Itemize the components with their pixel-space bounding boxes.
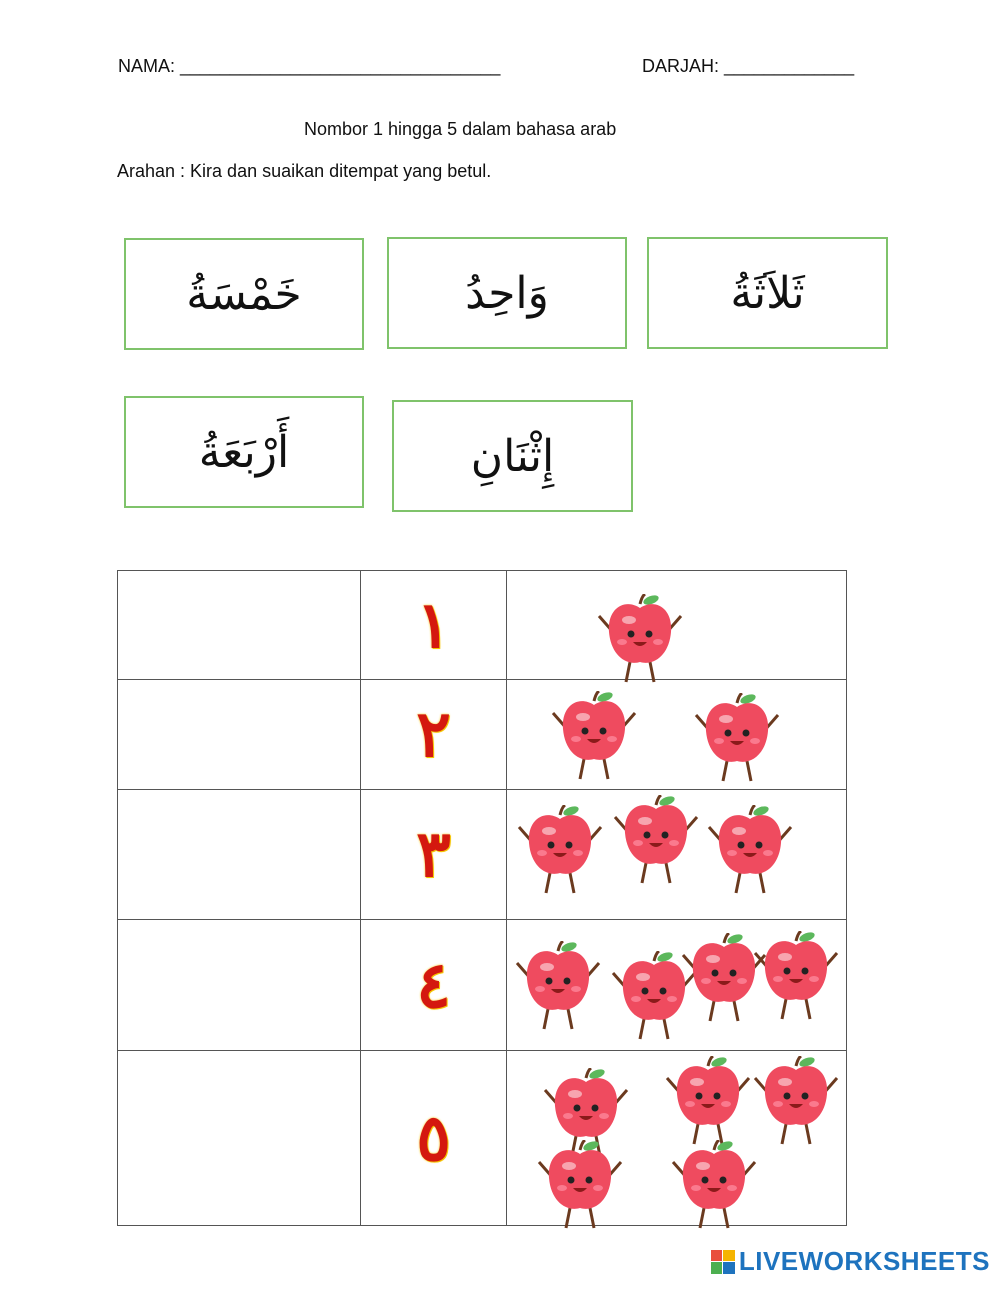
apple-icon [751,1056,841,1153]
word-card-khamsah[interactable] [124,238,364,350]
apple-icon [705,805,795,902]
instruction: Arahan : Kira dan suaikan ditempat yang betul. [117,161,492,181]
apple-icon [663,1056,753,1153]
apple-group [507,681,846,789]
word-card-label: وَاحِدُ [465,267,549,319]
apple-group [507,921,846,1050]
apple-group [507,791,846,919]
numeral: ٤ [416,947,451,1023]
apple-icon [513,941,603,1038]
apple-icon [669,1140,759,1237]
matching-table [117,570,847,1226]
brand-logo-icon [711,1250,735,1274]
page-title: Nombor 1 hingga 5 dalam bahasa arab [304,119,617,139]
word-card-label: خَمْسَةُ [186,268,302,320]
word-card-thalathah[interactable] [647,237,888,349]
word-card-wahid[interactable] [387,237,627,349]
apple-group [507,1052,846,1225]
word-card-arbaah[interactable] [124,396,364,508]
apple-icon [549,691,639,788]
apple-icon [692,693,782,790]
word-card-ithnan[interactable] [392,400,633,512]
apple-icon [515,805,605,902]
apple-icon [611,795,701,892]
word-card-label: إِثْنَانِ [470,430,555,482]
apple-icon [535,1140,625,1237]
apple-icon [751,931,841,1028]
brand-text: LIVEWORKSHEETS [738,1246,990,1276]
liveworksheets-logo [711,1246,990,1277]
numeral: ٢ [416,697,451,772]
numeral: ١ [416,587,451,663]
class-field: DARJAH: _____________ [642,56,855,76]
word-card-label: ثَلاَثَةُ [730,267,805,319]
apple-group [507,572,846,679]
numeral: ٣ [416,817,451,892]
numeral: ٥ [416,1100,451,1176]
apple-icon [595,594,685,691]
word-card-label: أَرْبَعَةُ [198,426,290,478]
name-field: NAMA: ________________________________ [118,56,501,76]
